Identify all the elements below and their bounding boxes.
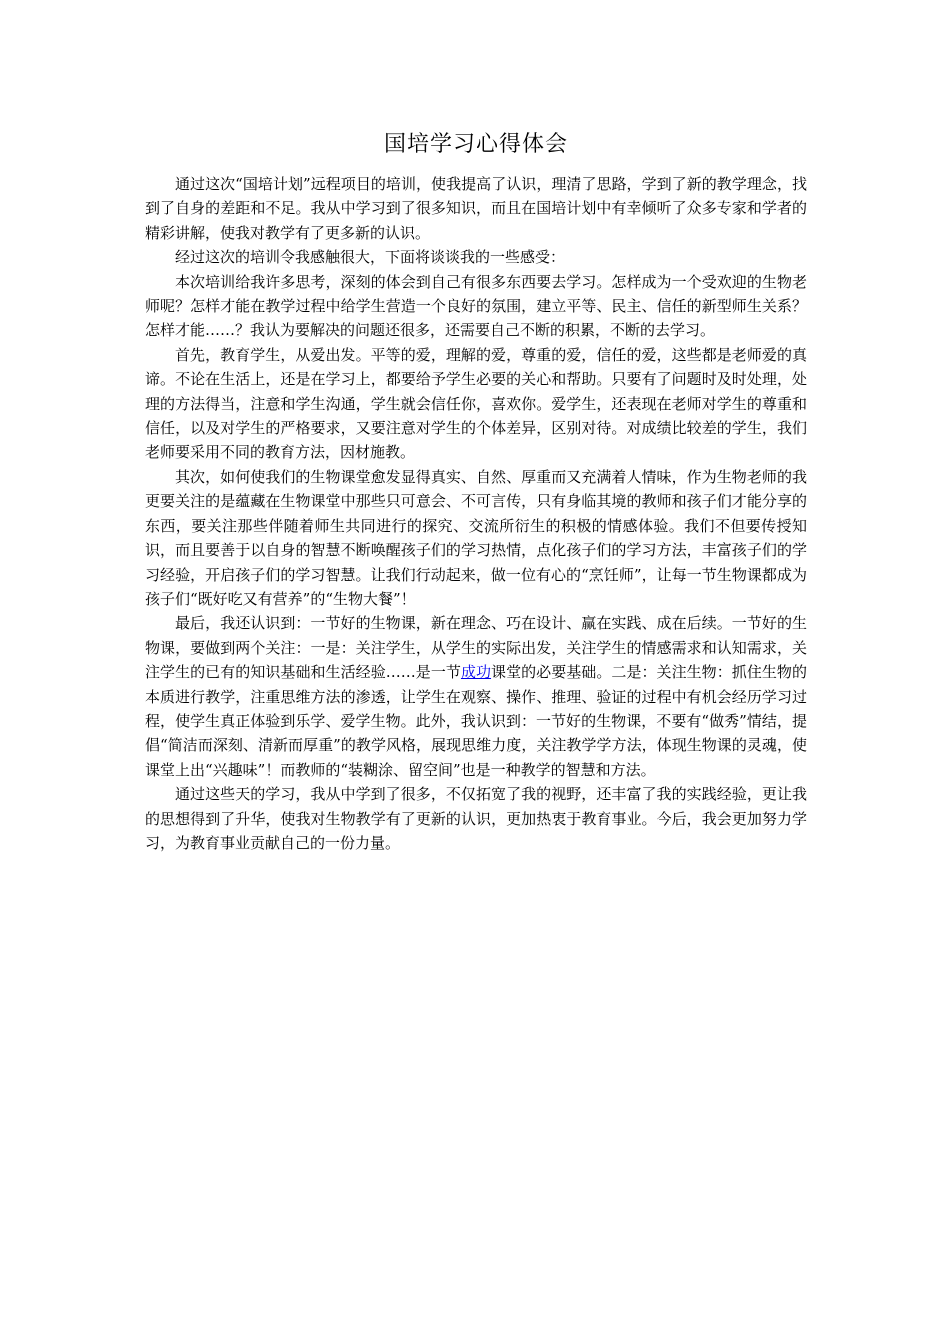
paragraph-feelings-lead: 经过这次的培训令我感触很大，下面将谈谈我的一些感受：	[175, 248, 566, 267]
paragraph-second: 其次，如何使我们的生物课堂愈发显得真实、自然、厚重而又充满着人情味，作为生物老师的我更要关注的是蕴藏在生物课堂中那些只可意会、不可言传，只有身临其境的教师和孩子们才能分享的东西，要关注那些伴随着师生共同进行的探究、交流所衍生的积极的情感体验。我们不但要传授知识，而且要善于以自身的智慧不断唤醒孩子们的学习热情，点化孩子们的学习方法，丰富孩子们的学习经验，开启孩子们的学习智慧。让我们行动起来，做一位有心的“烹饪师”，让每一节生物课都成为孩子们“既好吃又有营养”的“生物大餐”！	[145, 467, 807, 608]
paragraph-last-before: 最后，我还认识到：一节好的生物课，新在理念、巧在设计、赢在实践、成在后续。一节好的生物课，要做到两个关注：一是：关注学生，从学生的实际出发，关注学生的情感需求和认知需求，关注学生的已有的知识基础和生活经验……是一节	[145, 614, 807, 682]
paragraph-first: 首先，教育学生，从爱出发。平等的爱，理解的爱，尊重的爱，信任的爱，这些都是老师爱的真谛。不论在生活上，还是在学习上，都要给予学生必要的关心和帮助。只要有了问题时及时处理，处理的方法得当，注意和学生沟通，学生就会信任你，喜欢你。爱学生，还表现在老师对学生的尊重和信任，以及对学生的严格要求，又要注意对学生的个体差异，区别对待。对成绩比较差的学生，我们老师要采用不同的教育方法，因材施教。	[145, 345, 807, 462]
paragraph-last	[145, 611, 807, 782]
document-title: 国培学习心得体会	[383, 132, 568, 157]
paragraph-conclusion: 通过这些天的学习，我从中学到了很多，不仅拓宽了我的视野，还丰富了我的实践经验，更让我的思想得到了升华，使我对生物教学有了更新的认识，更加热衷于教育事业。今后，我会更加努力学习，为教育事业贡献自己的一份力量。	[145, 785, 807, 852]
paragraph-last-after: 课堂的必要基础。二是：关注生物：抓住生物的本质进行教学，注重思维方法的渗透，让学生在观察、操作、推理、验证的过程中有机会经历学习过程，使学生真正体验到乐学、爱学生物。此外，我认识到：一节好的生物课，不要有“做秀”情结，提倡“简洁而深刻、清新而厚重”的教学风格，展现思维力度，关注教学学方法，体现生物课的灵魂，使课堂上出“兴趣味”！而教师的“装糊涂、留空间”也是一种教学的智慧和方法。	[145, 663, 807, 779]
success-link[interactable]: 成功	[460, 663, 492, 682]
paragraph-reflection: 本次培训给我许多思考，深刻的体会到自己有很多东西要去学习。怎样成为一个受欢迎的生物老师呢？怎样才能在教学过程中给学生营造一个良好的氛围，建立平等、民主、信任的新型师生关系？怎样才能……？我认为要解决的问题还很多，还需要自己不断的积累，不断的去学习。	[145, 272, 807, 340]
document-page	[145, 130, 807, 855]
paragraph-intro: 通过这次“国培计划”远程项目的培训，使我提高了认识，理清了思路，学到了新的教学理念，找到了自身的差距和不足。我从中学习到了很多知识，而且在国培计划中有幸倾听了众多专家和学者的精彩讲解，使我对教学有了更多新的认识。	[145, 175, 807, 242]
